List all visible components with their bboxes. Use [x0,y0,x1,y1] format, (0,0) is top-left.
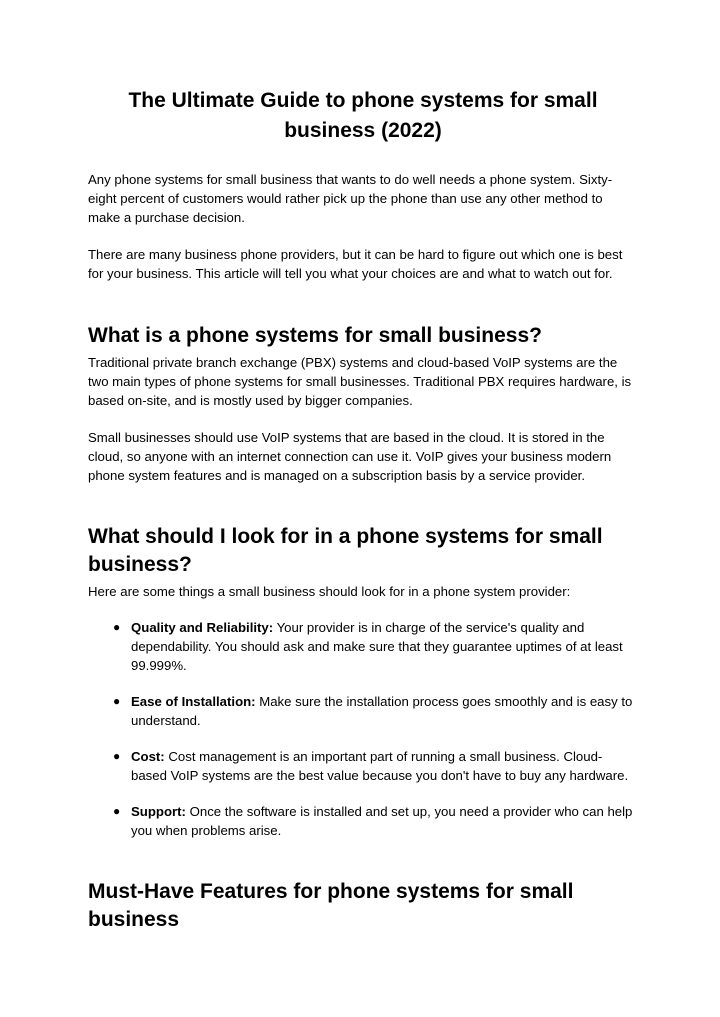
section-heading-must-have-features: Must-Have Features for phone systems for small business [88,880,574,931]
bullet-icon: ● [113,749,121,763]
section-paragraph: Traditional private branch exchange (PBX) systems and cloud-based VoIP systems are the two main types of phone systems for small businesses. Traditional PBX requires hardware, is based on-site, and is mostly used by bigger companies. [88,355,632,408]
item-text: Once the software is installed and set up, you need a provider who can help you when problems arise. [131,804,633,838]
bullet-icon: ● [113,694,121,708]
list-item [88,618,638,675]
item-text: Make sure the installation process goes smoothly and is easy to understand. [131,694,633,728]
document-title: The Ultimate Guide to phone systems for small business (2022) [128,89,598,142]
item-text: Your provider is in charge of the service's quality and dependability. You should ask and make sure that they guarantee uptimes of at least 99.999%. [131,620,623,673]
list-item [88,692,638,730]
bullet-icon: ● [113,804,121,818]
item-label: Cost: [131,749,165,764]
bullet-icon: ● [113,620,121,634]
section-heading-what-to-look-for: What should I look for in a phone systems for small business? [88,525,603,576]
section-heading-what-is: What is a phone systems for small business? [88,324,542,347]
item-label: Support: [131,804,186,819]
item-text: Cost management is an important part of running a small business. Cloud-based VoIP systems are the best value because you don't have to buy any hardware. [131,749,629,783]
item-label: Ease of Installation: [131,694,256,709]
list-item [88,747,638,785]
item-label: Quality and Reliability: [131,620,274,635]
document-page [88,86,638,937]
section-paragraph: Small businesses should use VoIP systems that are based in the cloud. It is stored in the cloud, so anyone with an internet connection can use it. VoIP gives your business modern phone system features and is managed on a subscription basis by a service provider. [88,430,612,483]
list-item [88,802,638,840]
criteria-list [88,618,638,840]
intro-paragraph-1: Any phone systems for small business that wants to do well needs a phone system. Sixty-eight percent of customers would rather pick up the phone than use any other method to make a purchase decision. [88,172,613,225]
intro-paragraph-2: There are many business phone providers, but it can be hard to figure out which one is best for your business. This article will tell you what your choices are and what to watch out for. [88,247,623,281]
section-intro: Here are some things a small business should look for in a phone system provider: [88,584,571,599]
